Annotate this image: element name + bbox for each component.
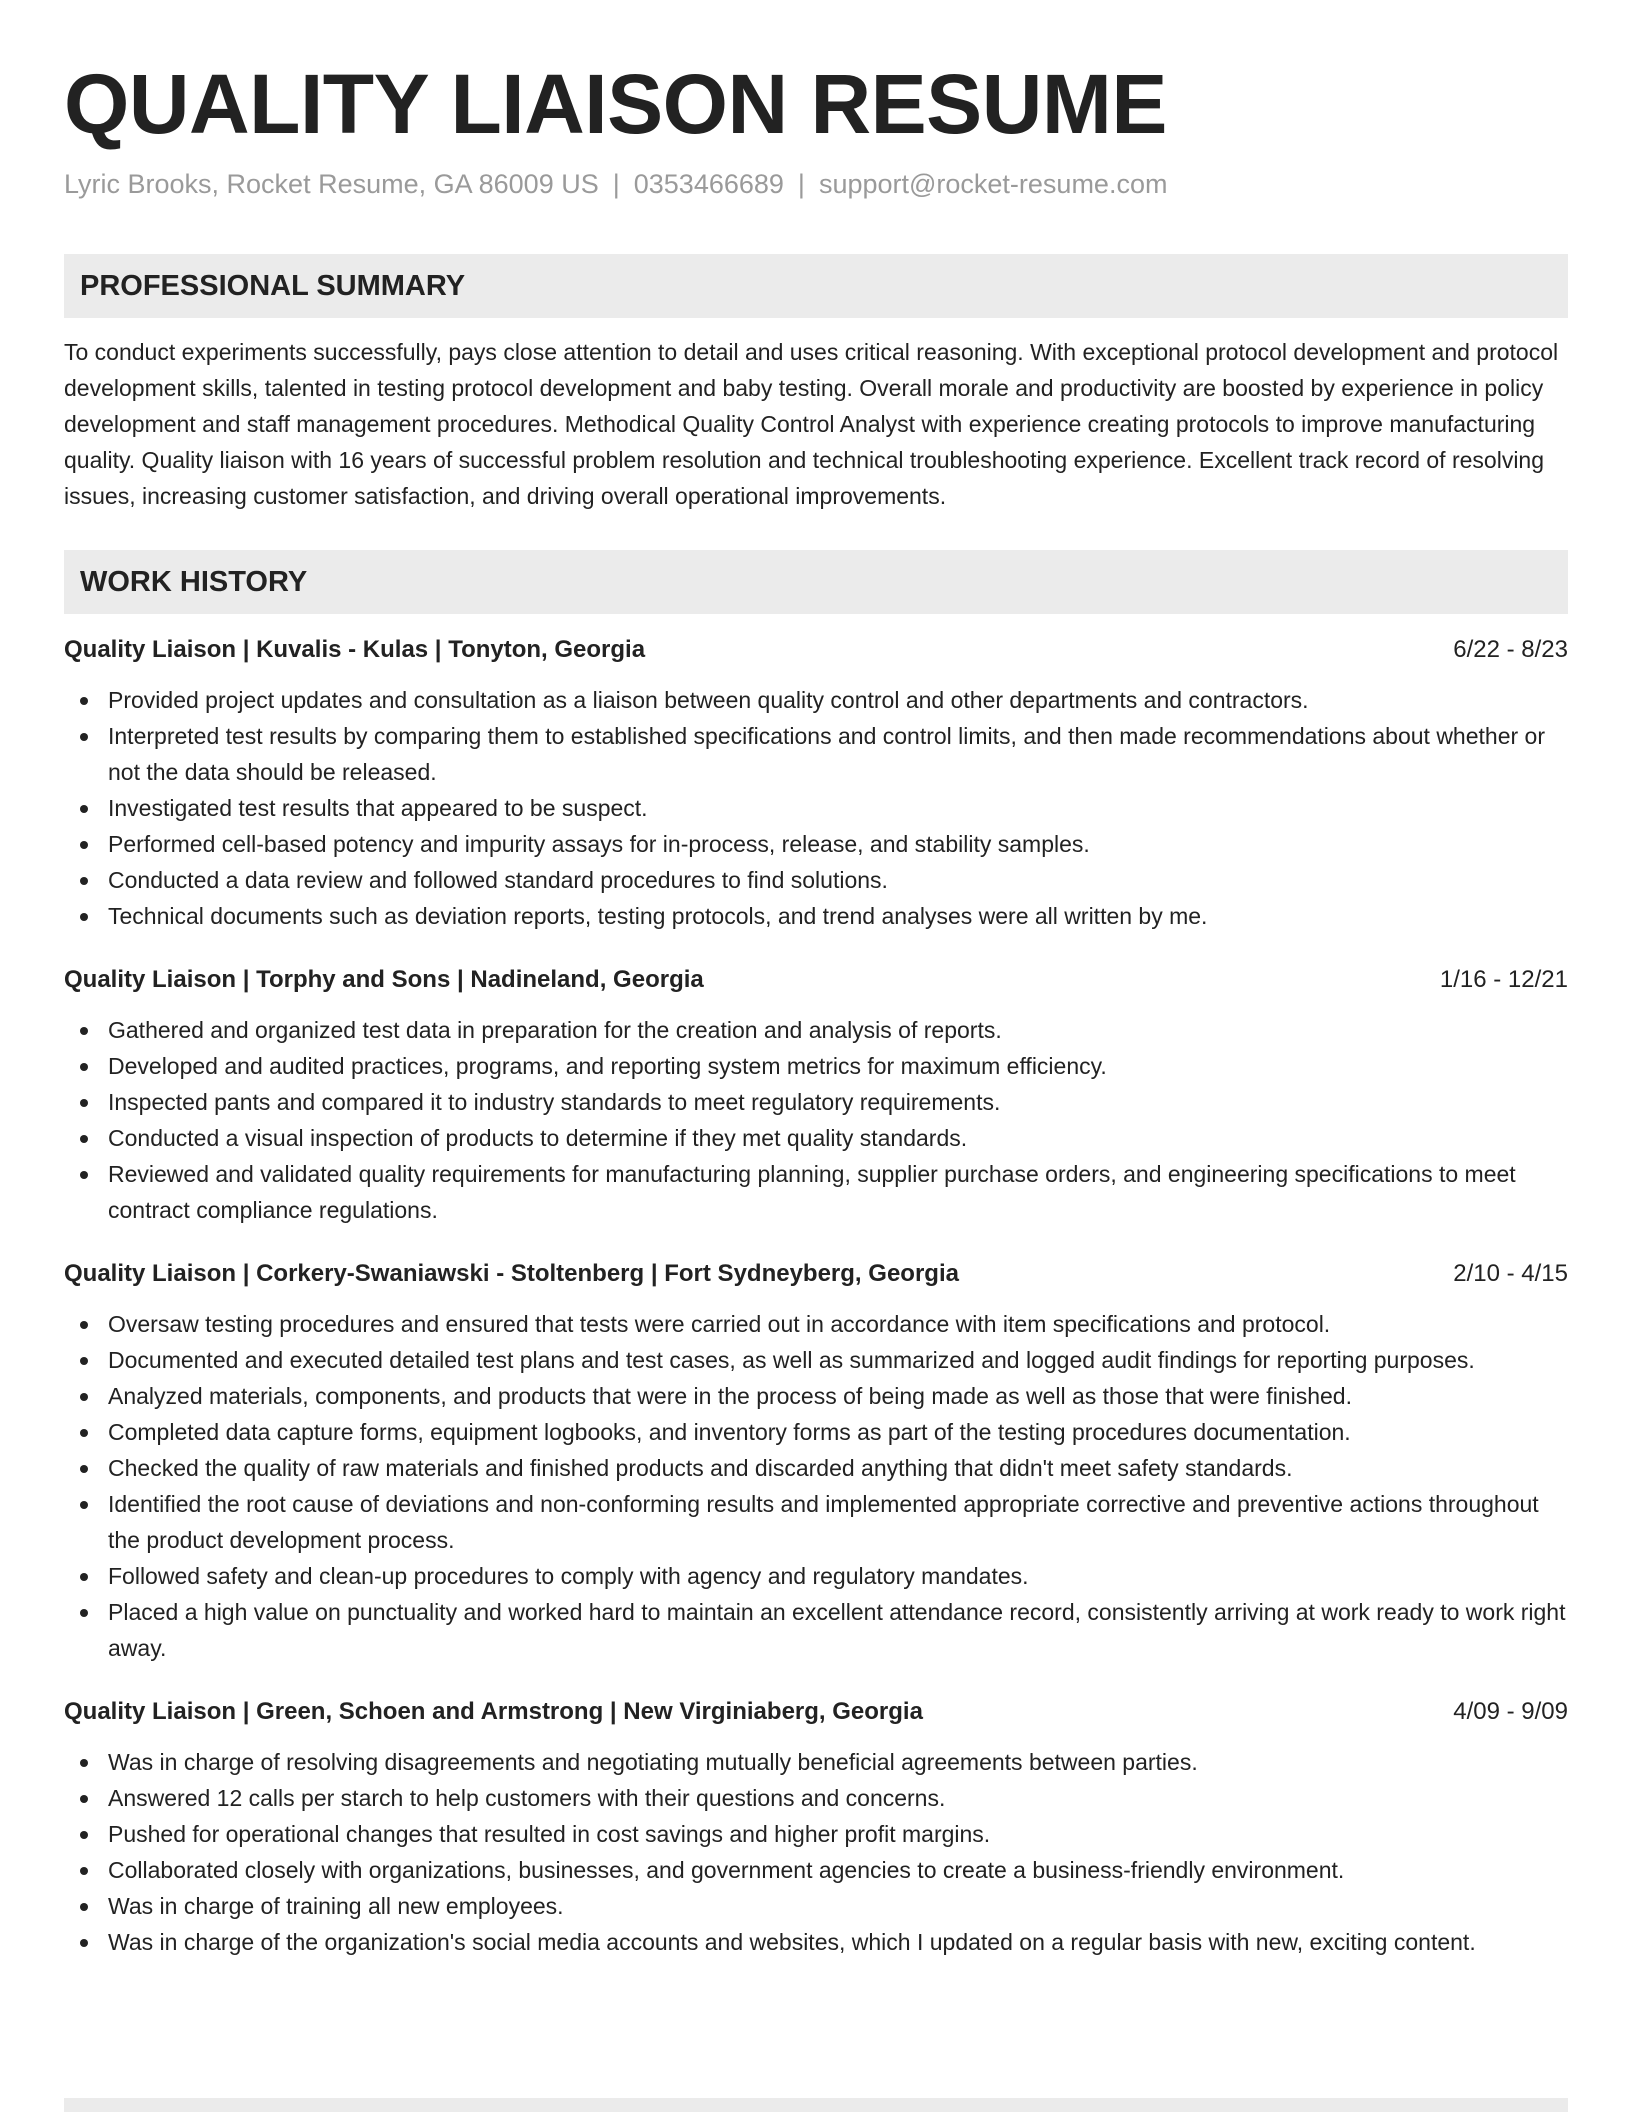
job-bullet: Was in charge of the organization's social media accounts and websites, which I updated on a regular basis with new, exciting content. — [64, 1924, 1568, 1960]
job-bullet: Interpreted test results by comparing them to established specifications and control limits, and then made recommendations about whether or not the data should be released. — [64, 718, 1568, 790]
job-bullet-list — [64, 682, 1568, 934]
job-bullet: Answered 12 calls per starch to help customers with their questions and concerns. — [64, 1780, 1568, 1816]
job-header — [64, 1694, 1568, 1730]
job-bullet: Conducted a visual inspection of products to determine if they met quality standards. — [64, 1120, 1568, 1156]
job-dates: 4/09 - 9/09 — [1453, 1698, 1568, 1725]
job-bullet: Analyzed materials, components, and products that were in the process of being made as well as those that were finished. — [64, 1378, 1568, 1414]
contact-email: support@rocket-resume.com — [818, 169, 1168, 199]
contact-separator: | — [797, 169, 805, 199]
job-bullet: Was in charge of resolving disagreements and negotiating mutually beneficial agreements between parties. — [64, 1744, 1568, 1780]
summary-text: To conduct experiments successfully, pays close attention to detail and uses critical reasoning. With exceptional protocol development and protocol development skills, talented in testing protocol development and baby testing. Overall morale and productivity are boosted by experience in policy development and staff management procedures. Methodical Quality Control Analyst with experience creating protocols to improve manufacturing quality. Quality liaison with 16 years of successful problem resolution and technical troubleshooting experience. Excellent track record of resolving issues, increasing customer satisfaction, and driving overall operational improvements. — [64, 339, 1559, 509]
contact-phone: 0353466689 — [633, 169, 784, 199]
job-bullet: Pushed for operational changes that resulted in cost savings and higher profit margins. — [64, 1816, 1568, 1852]
summary-section-header: PROFESSIONAL SUMMARY — [64, 254, 1568, 318]
job-dates: 6/22 - 8/23 — [1453, 636, 1568, 663]
job-bullet: Conducted a data review and followed standard procedures to find solutions. — [64, 862, 1568, 898]
job-header — [64, 632, 1568, 668]
job-bullet: Was in charge of training all new employees. — [64, 1888, 1568, 1924]
job-bullet: Completed data capture forms, equipment logbooks, and inventory forms as part of the testing procedures documentation. — [64, 1414, 1568, 1450]
job-title: Quality Liaison | Corkery-Swaniawski - Stoltenberg | Fort Sydneyberg, Georgia — [64, 1260, 959, 1287]
job-bullet: Provided project updates and consultation as a liaison between quality control and other departments and contractors. — [64, 682, 1568, 718]
resume-title: QUALITY LIAISON RESUME — [64, 57, 1167, 151]
job-bullet: Inspected pants and compared it to industry standards to meet regulatory requirements. — [64, 1084, 1568, 1120]
contact-line — [64, 166, 1568, 202]
job-title: Quality Liaison | Green, Schoen and Armstrong | New Virginiaberg, Georgia — [64, 1698, 923, 1725]
job-bullet: Developed and audited practices, programs, and reporting system metrics for maximum efficiency. — [64, 1048, 1568, 1084]
job-bullet-list — [64, 1744, 1568, 1960]
job-bullet: Documented and executed detailed test plans and test cases, as well as summarized and logged audit findings for reporting purposes. — [64, 1342, 1568, 1378]
job-bullet: Collaborated closely with organizations, businesses, and government agencies to create a business-friendly environment. — [64, 1852, 1568, 1888]
work-history-list — [64, 632, 1568, 1960]
job-bullet-list — [64, 1012, 1568, 1228]
job-bullet: Performed cell-based potency and impurity assays for in-process, release, and stability samples. — [64, 826, 1568, 862]
job-dates: 2/10 - 4/15 — [1453, 1260, 1568, 1287]
job-bullet-list — [64, 1306, 1568, 1666]
job-bullet: Checked the quality of raw materials and finished products and discarded anything that didn't meet safety standards. — [64, 1450, 1568, 1486]
job-entry — [64, 632, 1568, 934]
job-bullet: Technical documents such as deviation reports, testing protocols, and trend analyses were all written by me. — [64, 898, 1568, 934]
job-bullet: Investigated test results that appeared to be suspect. — [64, 790, 1568, 826]
job-bullet: Followed safety and clean-up procedures to comply with agency and regulatory mandates. — [64, 1558, 1568, 1594]
job-bullet: Reviewed and validated quality requirements for manufacturing planning, supplier purchase orders, and engineering specifications to meet contract compliance regulations. — [64, 1156, 1568, 1228]
job-bullet: Identified the root cause of deviations and non-conforming results and implemented appropriate corrective and preventive actions throughout the product development process. — [64, 1486, 1568, 1558]
job-dates: 1/16 - 12/21 — [1439, 966, 1568, 993]
job-bullet: Gathered and organized test data in preparation for the creation and analysis of reports. — [64, 1012, 1568, 1048]
job-entry — [64, 1694, 1568, 1960]
job-title: Quality Liaison | Kuvalis - Kulas | Tonyton, Georgia — [64, 636, 646, 663]
job-entry — [64, 962, 1568, 1228]
job-header — [64, 1256, 1568, 1292]
job-title: Quality Liaison | Torphy and Sons | Nadineland, Georgia — [64, 966, 704, 993]
job-entry — [64, 1256, 1568, 1666]
contact-address: Lyric Brooks, Rocket Resume, GA 86009 US — [64, 169, 599, 199]
job-bullet: Oversaw testing procedures and ensured that tests were carried out in accordance with item specifications and protocol. — [64, 1306, 1568, 1342]
job-bullet: Placed a high value on punctuality and worked hard to maintain an excellent attendance record, consistently arriving at work ready to work right away. — [64, 1594, 1568, 1666]
job-header — [64, 962, 1568, 998]
work-history-section-header: WORK HISTORY — [64, 550, 1568, 614]
contact-separator: | — [612, 169, 620, 199]
next-section-header — [64, 2098, 1568, 2112]
